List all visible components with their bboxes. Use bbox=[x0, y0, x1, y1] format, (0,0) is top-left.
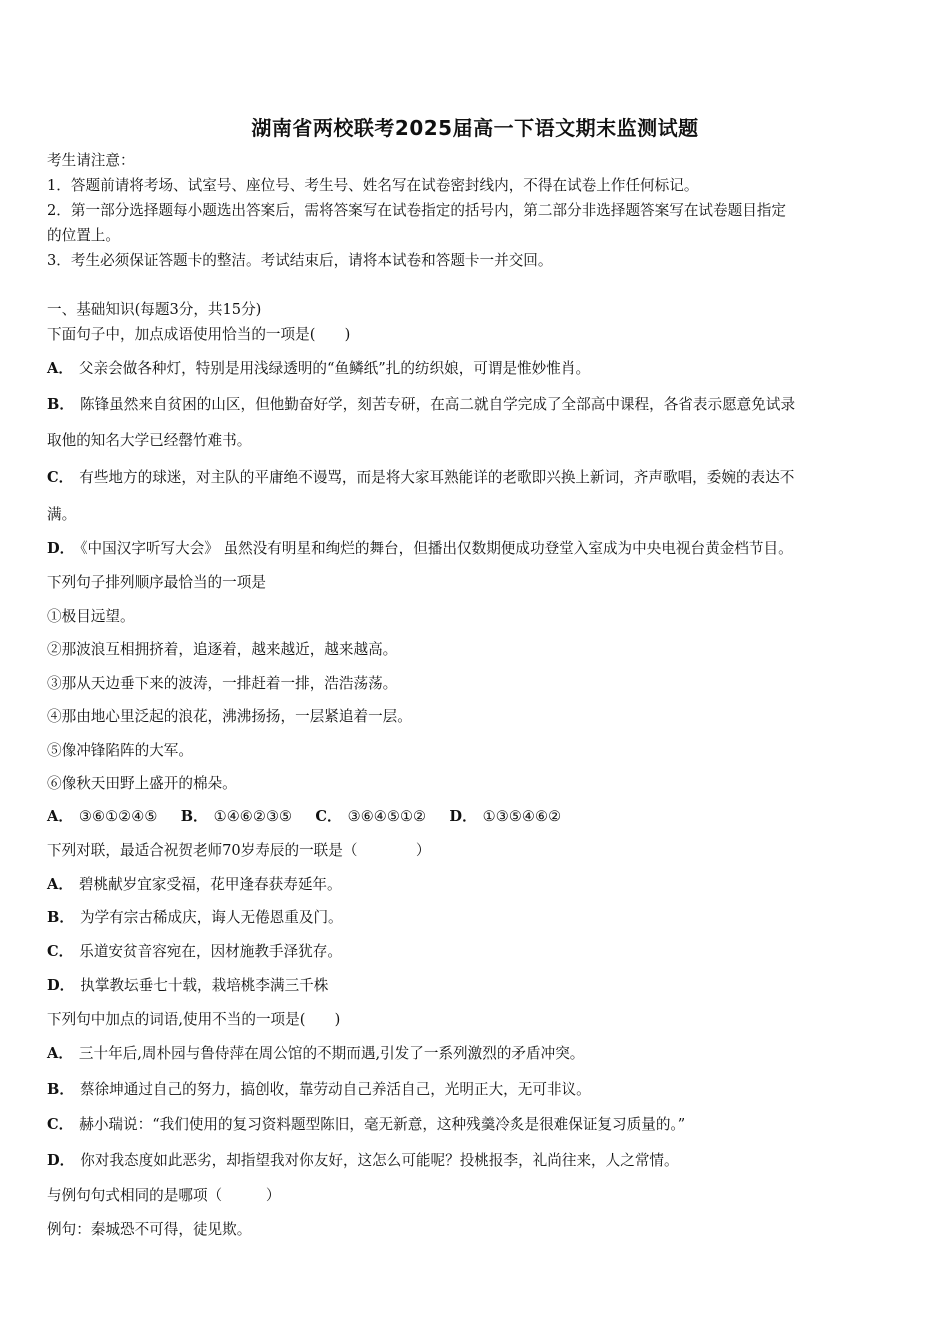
option-label: A． bbox=[47, 808, 73, 825]
q2-item-3: ③那从天边垂下来的波涛，一排赶着一排，浩浩荡荡。 bbox=[47, 675, 398, 692]
q2-options bbox=[47, 807, 561, 827]
option-label: D． bbox=[449, 808, 477, 825]
option-label: C． bbox=[47, 469, 74, 486]
notice-header: 考生请注意： bbox=[47, 152, 135, 169]
option-label: B． bbox=[47, 1081, 74, 1098]
option-label: C． bbox=[47, 943, 74, 960]
option-label: A． bbox=[47, 1045, 73, 1062]
q3-option-a bbox=[47, 875, 342, 895]
q1-option-d bbox=[47, 539, 793, 559]
option-text: 为学有宗古稀成庆，诲人无倦恩重及门。 bbox=[79, 909, 343, 926]
option-text: 有些地方的球迷，对主队的平庸绝不谩骂，而是将大家耳熟能详的老歌即兴换上新词，齐声歌唱，委婉的表达不 bbox=[79, 469, 795, 486]
option-text: 碧桃献岁宜家受福，花甲逢春获寿延年。 bbox=[78, 876, 342, 893]
option-text: ③⑥④⑤①② bbox=[347, 808, 427, 825]
q3-option-d bbox=[47, 976, 328, 996]
option-label: C． bbox=[47, 1116, 74, 1133]
q2-item-4: ④那由地心里泛起的浪花，沸沸扬扬，一层紧追着一层。 bbox=[47, 708, 412, 725]
option-label: D． bbox=[47, 540, 75, 557]
notice-item-1: 1．答题前请将考场、试室号、座位号、考生号、姓名写在试卷密封线内，不得在试卷上作任何标记。 bbox=[47, 177, 699, 194]
q1-option-c-cont: 满。 bbox=[47, 506, 77, 523]
option-text: 执掌教坛垂七十载，栽培桃李满三千株 bbox=[80, 977, 329, 994]
q2-item-6: ⑥像秋天田野上盛开的棉朵。 bbox=[47, 775, 237, 792]
q4-option-d bbox=[47, 1151, 679, 1171]
option-label: B． bbox=[47, 396, 74, 413]
option-label: D． bbox=[47, 977, 75, 994]
q2-item-2: ②那波浪互相拥挤着，追逐着，越来越近，越来越高。 bbox=[47, 641, 398, 658]
option-text: 赫小瑞说：“我们使用的复习资料题型陈旧，毫无新意，这种残羹冷炙是很难保证复习质量的。” bbox=[79, 1116, 686, 1133]
notice-item-2-cont: 的位置上。 bbox=[47, 227, 120, 244]
q2-stem: 下列句子排列顺序最恰当的一项是 bbox=[47, 574, 266, 591]
option-text: 陈锋虽然来自贫困的山区，但他勤奋好学，刻苦专研，在高二就自学完成了全部高中课程，各省表示愿意免试录 bbox=[79, 396, 796, 413]
option-text: 《中国汉字听写大会》 虽然没有明星和绚烂的舞台，但播出仅数期便成功登堂入室成为中央电视台黄金档节目。 bbox=[80, 540, 793, 557]
q2-item-5: ⑤像冲锋陷阵的大军。 bbox=[47, 742, 193, 759]
q1-stem: 下面句子中，加点成语使用恰当的一项是( ) bbox=[47, 326, 351, 343]
q4-option-c bbox=[47, 1115, 685, 1135]
q3-option-c bbox=[47, 942, 342, 962]
notice-item-2: 2．第一部分选择题每小题选出答案后，需将答案写在试卷指定的括号内，第二部分非选择题答案写在试卷题目指定 bbox=[47, 202, 786, 219]
q1-option-b-cont: 取他的知名大学已经罄竹难书。 bbox=[47, 432, 252, 449]
option-label: A． bbox=[47, 876, 73, 893]
option-text: ①③⑤④⑥② bbox=[482, 808, 562, 825]
option-text: 乐道安贫音容宛在，因材施教手泽犹存。 bbox=[79, 943, 342, 960]
q1-option-b bbox=[47, 395, 795, 415]
option-text: ③⑥①②④⑤ bbox=[78, 808, 158, 825]
option-label: C． bbox=[315, 808, 342, 825]
q3-option-b bbox=[47, 908, 343, 928]
q3-stem: 下列对联，最适合祝贺老师70岁寿辰的一联是（ ） bbox=[47, 842, 431, 859]
option-text: 蔡徐坤通过自己的努力，搞创收，靠劳动自己养活自己，光明正大，无可非议。 bbox=[79, 1081, 591, 1098]
option-text: 三十年后,周朴园与鲁侍萍在周公馆的不期而遇,引发了一系列激烈的矛盾冲突。 bbox=[78, 1045, 585, 1062]
notice-item-3: 3．考生必须保证答题卡的整洁。考试结束后，请将本试卷和答题卡一并交回。 bbox=[47, 252, 553, 269]
q5-example: 例句：秦城恐不可得，徒见欺。 bbox=[47, 1221, 252, 1238]
q4-option-b bbox=[47, 1080, 591, 1100]
option-label: A． bbox=[47, 360, 73, 377]
q1-option-a bbox=[47, 359, 590, 379]
section-heading: 一、基础知识(每题3分，共15分) bbox=[47, 301, 262, 318]
option-text: 你对我态度如此恶劣，却指望我对你友好，这怎么可能呢？投桃报李，礼尚往来，人之常情。 bbox=[80, 1152, 679, 1169]
option-label: B． bbox=[47, 909, 74, 926]
page-title: 湖南省两校联考2025届高一下语文期末监测试题 bbox=[251, 116, 699, 140]
option-text: 父亲会做各种灯，特别是用浅绿透明的“鱼鳞纸”扎的纺织娘，可谓是惟妙惟肖。 bbox=[78, 360, 591, 377]
option-text: ①④⑥②③⑤ bbox=[213, 808, 293, 825]
q1-option-c bbox=[47, 468, 794, 488]
q4-option-a bbox=[47, 1044, 584, 1064]
q2-item-1: ①极目远望。 bbox=[47, 608, 135, 625]
option-label: B． bbox=[180, 808, 208, 825]
option-label: D． bbox=[47, 1152, 75, 1169]
q5-stem: 与例句句式相同的是哪项（ ） bbox=[47, 1187, 281, 1204]
q4-stem: 下列句中加点的词语,使用不当的一项是( ) bbox=[47, 1011, 341, 1028]
